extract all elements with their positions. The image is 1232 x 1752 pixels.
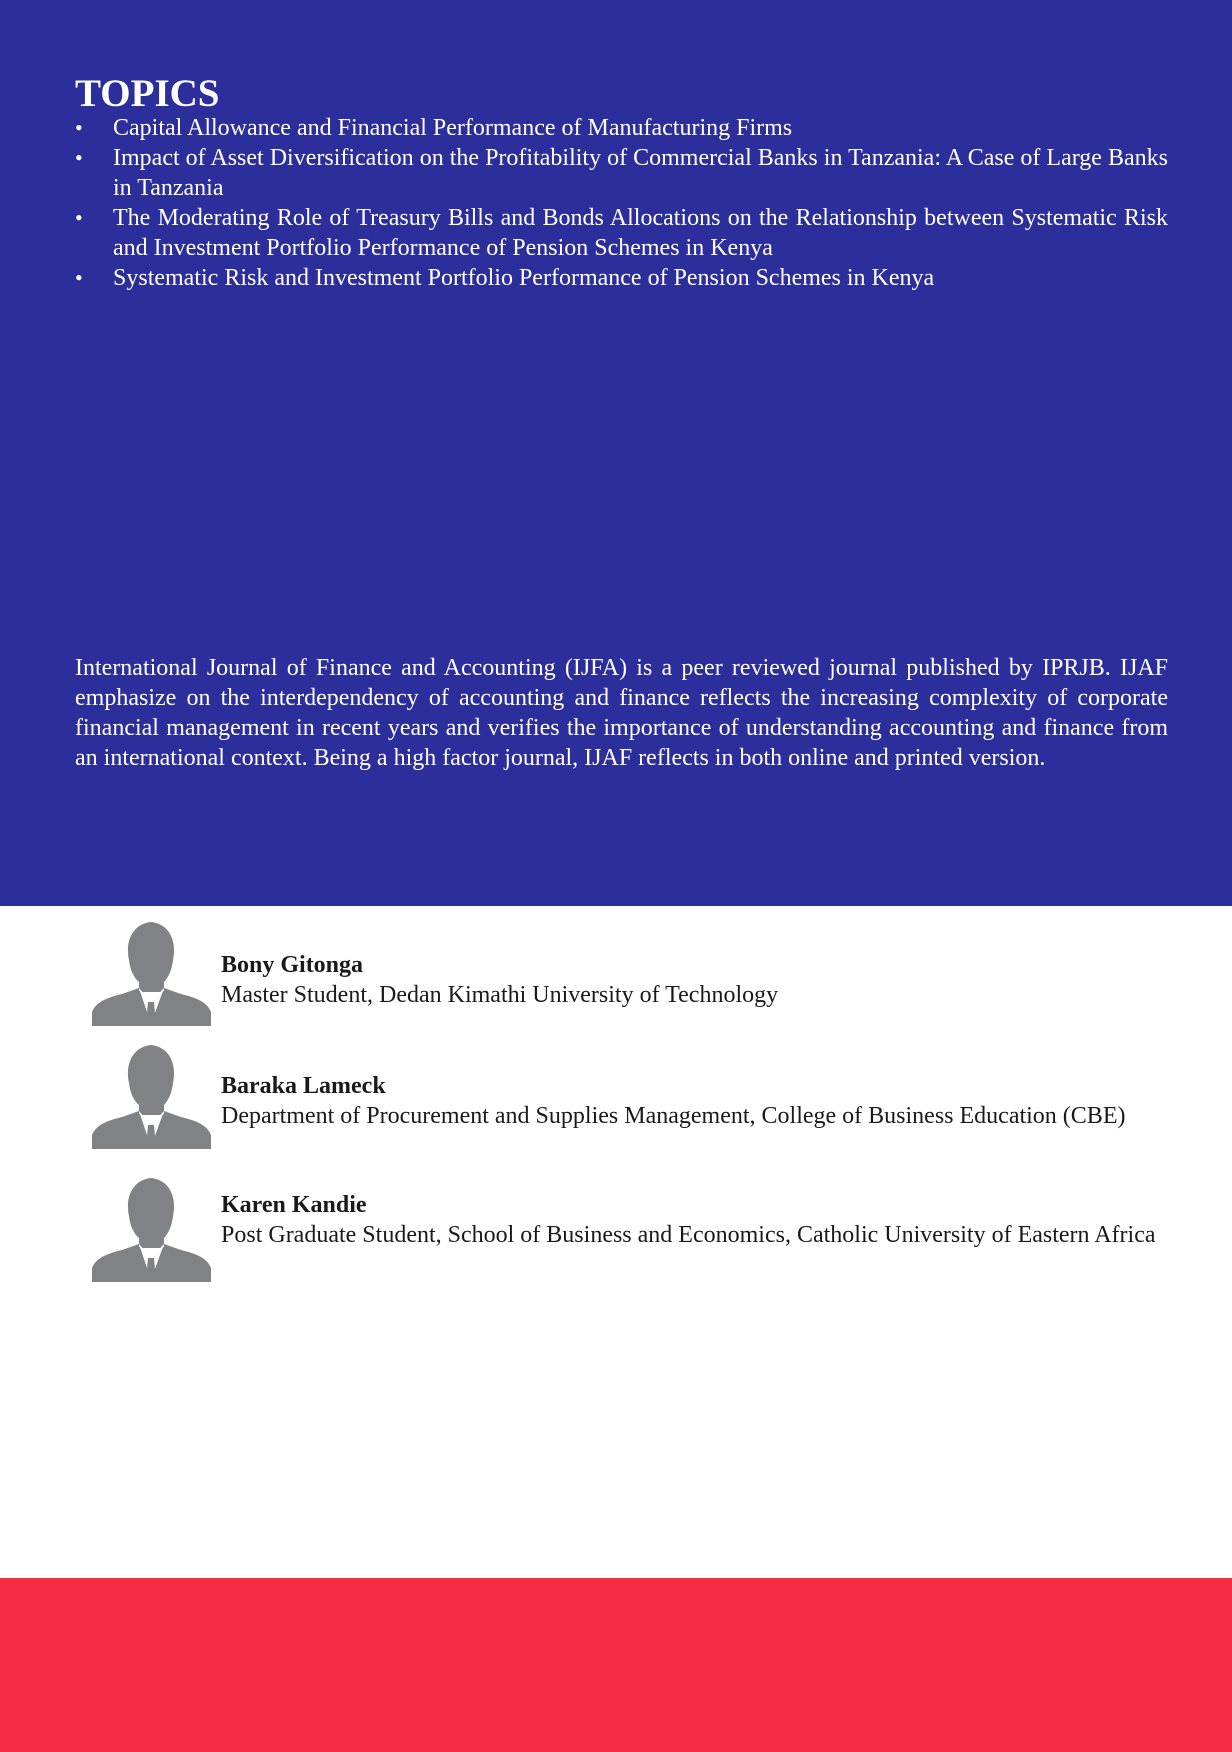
bullet-icon: • xyxy=(75,145,83,170)
author-card xyxy=(92,1043,1172,1153)
topics-list xyxy=(75,113,1168,293)
topic-text: The Moderating Role of Treasury Bills and Bonds Allocations on the Relationship between Systematic Risk and Investment Portfolio Performance of Pension Schemes in Kenya xyxy=(113,205,1168,261)
bullet-icon: • xyxy=(75,205,83,230)
person-silhouette-icon xyxy=(92,1176,211,1282)
author-affiliation: Master Student, Dedan Kimathi University of Technology xyxy=(221,982,779,1008)
author-card xyxy=(92,1176,1172,1286)
author-info xyxy=(221,1176,1171,1250)
author-name: Baraka Lameck xyxy=(221,1073,386,1099)
author-info xyxy=(221,920,1171,1010)
author-name: Karen Kandie xyxy=(221,1192,367,1218)
person-silhouette-icon xyxy=(92,1043,211,1149)
topic-item xyxy=(75,263,1168,293)
topic-item xyxy=(75,203,1168,263)
author-affiliation: Post Graduate Student, School of Business and Economics, Catholic University of Eastern Africa xyxy=(221,1222,1156,1248)
author-info xyxy=(221,1043,1171,1131)
topic-item xyxy=(75,113,1168,143)
person-silhouette-icon xyxy=(92,920,211,1026)
topics-heading: TOPICS xyxy=(75,72,220,115)
author-card xyxy=(92,920,1172,1030)
topic-text: Capital Allowance and Financial Performance of Manufacturing Firms xyxy=(113,115,793,141)
author-name: Bony Gitonga xyxy=(221,952,364,978)
topic-text: Impact of Asset Diversification on the Profitability of Commercial Banks in Tanzania: A Case of Large Banks in Tanzania xyxy=(113,145,1168,201)
author-affiliation: Department of Procurement and Supplies Management, College of Business Education (CBE) xyxy=(221,1103,1126,1129)
topic-text: Systematic Risk and Investment Portfolio Performance of Pension Schemes in Kenya xyxy=(113,265,935,291)
journal-description: International Journal of Finance and Accounting (IJFA) is a peer reviewed journal published by IPRJB. IJAF emphasize on the interdependency of accounting and finance reflects the increasing complexity of corporate financial management in recent years and verifies the importance of understanding accounting and finance from an international context. Being a high factor journal, IJAF reflects in both online and printed version. xyxy=(75,655,1168,771)
bullet-icon: • xyxy=(75,115,83,140)
bullet-icon: • xyxy=(75,265,83,290)
topic-item xyxy=(75,143,1168,203)
footer-band xyxy=(0,1578,1232,1752)
